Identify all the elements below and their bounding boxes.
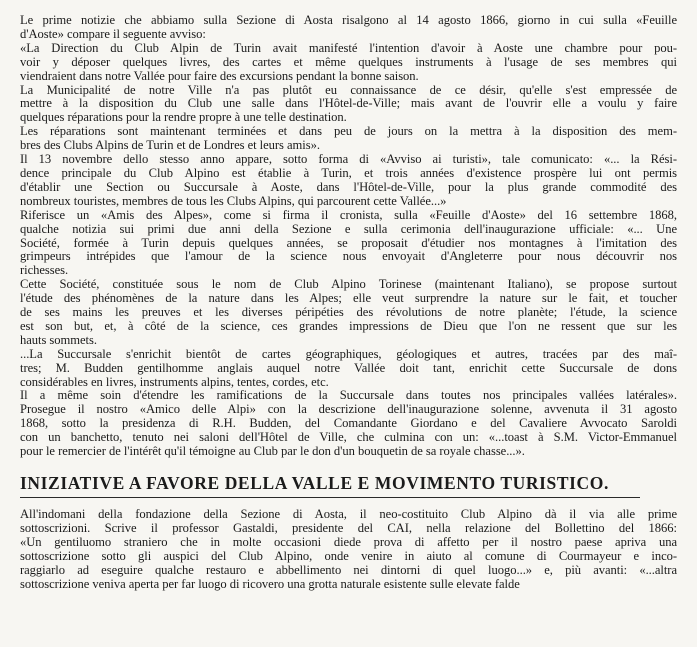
paragraph <box>20 153 677 209</box>
text-line: viendraient dans notre Vallée pour faire des excursions pendant la bonne saison. <box>20 69 419 83</box>
paragraph <box>20 125 677 153</box>
text-line: hauts sommets. <box>20 333 97 347</box>
text-section-1 <box>20 14 677 459</box>
text-line: est son but, et, à côté de la science, ces grandes impressions de Dieu que l'on ne ressent que sur les <box>20 319 677 333</box>
text-line: voir y déposer quelques livres, des cartes et même quelques instruments à l'usage de ses membres qui <box>20 55 677 69</box>
text-line: Les réparations sont maintenant terminées et dans peu de jours on la mettra à la disposition des mem- <box>20 125 677 139</box>
text-line: Prosegue il nostro «Amico delle Alpi» con la descrizione dell'inaugurazione solenne, avvenuta il 31 agosto <box>20 403 677 417</box>
text-line: raggiarlo ad eseguire qualche restauro e abbellimento nei dintorni di quel luogo...» e, più avanti: «...altra <box>20 563 677 577</box>
text-line: considérables en livres, instruments alpins, tentes, cordes, etc. <box>20 375 329 389</box>
text-line: nombreux touristes, membres de tous les Clubs Alpins, qui parcourent cette Vallée...» <box>20 194 447 208</box>
paragraph <box>20 278 677 348</box>
text-line: grimpeurs intrépides que l'amour de la science nous envoyait d'Angleterre pour nous découvrir nos <box>20 250 677 264</box>
text-line: Riferisce un «Amis des Alpes», come si firma il cronista, sulla «Feuille d'Aoste» del 16 settembre 1868, <box>20 208 677 222</box>
text-line: d'Aoste» compare il seguente avviso: <box>20 27 206 41</box>
paragraph <box>20 42 677 84</box>
text-line: tres; M. Budden gentilhomme anglais auquel notre Vallée doit tant, enrichit cette Succursale de dons <box>20 361 677 375</box>
text-line: All'indomani della fondazione della Sezione di Aosta, il neo-costituito Club Alpino dà il via alle prime <box>20 508 677 521</box>
text-line: qualche notizia sui primi due anni della Sezione e sulla cerimonia dell'inaugurazione ufficiale: «... Une <box>20 222 677 236</box>
text-line: bres des Clubs Alpins de Turin et de Londres et leurs amis». <box>20 139 320 153</box>
text-line: pour le remercier de l'intérêt qu'il témoigne au Club par le don d'un bouquetin de sa royale chasse...». <box>20 445 525 459</box>
section-heading: INIZIATIVE A FAVORE DELLA VALLE E MOVIMENTO TURISTICO. <box>20 473 640 498</box>
text-line: d'établir une Section ou Succursale à Aoste, dans l'Hôtel-de-Ville, pour la plus grande commodité des <box>20 180 677 194</box>
text-line: l'étude des phénomènes de la nature dans les Alpes; elle veut surprendre la nature sur le fait, et toucher <box>20 292 677 306</box>
text-line: 1868, sotto la presidenza di R.H. Budden, del Comandante Giordano e del Cavaliere Avvocato Saroldi <box>20 417 677 431</box>
text-line: richesses. <box>20 264 69 278</box>
text-line: Il a même soin d'étendre les ramifications de la Succursale dans toutes nos principales vallées latérales». <box>20 389 677 403</box>
text-line: con un banchetto, tenuto nei saloni dell'Hôtel de Ville, che culmina con un: «...toast à S.M. Victor-Emmanuel <box>20 431 677 445</box>
text-line: mettre à la disposition du Club une salle dans l'Hôtel-de-Ville; mais avant de l'ouvrir elle a voulu y faire <box>20 97 677 111</box>
text-line: ...La Succursale s'enrichit bientôt de cartes géographiques, géologiques et autres, tracées par des maî- <box>20 347 677 361</box>
paragraph <box>20 14 677 42</box>
paragraph <box>20 348 677 390</box>
paragraph <box>20 508 677 591</box>
text-line: «Un gentiluomo straniero che in molte occasioni diede prova di affetto per il nostro paese apriva una <box>20 535 677 549</box>
paragraph <box>20 389 677 459</box>
text-line: sottoscrizioni. Scrive il professor Gastaldi, presidente del CAI, nella relazione del Bollettino del 1866: <box>20 521 677 535</box>
text-line: Cette Société, constituée sous le nom de Club Alpino Torinese (maintenant Italiano), se propose surtout <box>20 278 677 292</box>
text-line: dence principale du Club Alpino est établie à Turin, et trois années d'existence prospère lui ont permis <box>20 166 677 180</box>
text-line: Le prime notizie che abbiamo sulla Sezione di Aosta risalgono al 14 agosto 1866, giorno in cui sulla «Feuille <box>20 14 677 27</box>
paragraph <box>20 84 677 126</box>
paragraph <box>20 209 677 279</box>
text-line: quelques réparations pour la rendre propre à une telle destination. <box>20 111 347 125</box>
text-line: La Municipalité de notre Ville n'a pas plutôt eu connaissance de ce désir, qu'elle s'est empressée de <box>20 83 677 97</box>
text-line: Il 13 novembre dello stesso anno appare, sotto forma di «Avviso ai turisti», tale comunicato: «... la Rési- <box>20 153 677 167</box>
text-line: sottoscrizione sotto gli auspici del Club Alpino, onde venire in aiuto al comune di Courmayeur e inco- <box>20 549 677 563</box>
text-line: «La Direction du Club Alpin de Turin avait manifesté l'intention d'avoir à Aoste une chambre pour pou- <box>20 41 677 55</box>
text-line: Société, formée à Turin depuis quelques années, se proposait d'étudier nos montagnes à l'imitation des <box>20 236 677 250</box>
text-line: sottoscrizione veniva aperta per far luogo di ricovero una grotta naturale esistente sulle elevate falde <box>20 577 520 591</box>
text-line: de ses mains les preuves et les diverses péripéties des révolutions de notre planète; l'étude, la science <box>20 306 677 320</box>
text-section-2 <box>20 508 677 591</box>
